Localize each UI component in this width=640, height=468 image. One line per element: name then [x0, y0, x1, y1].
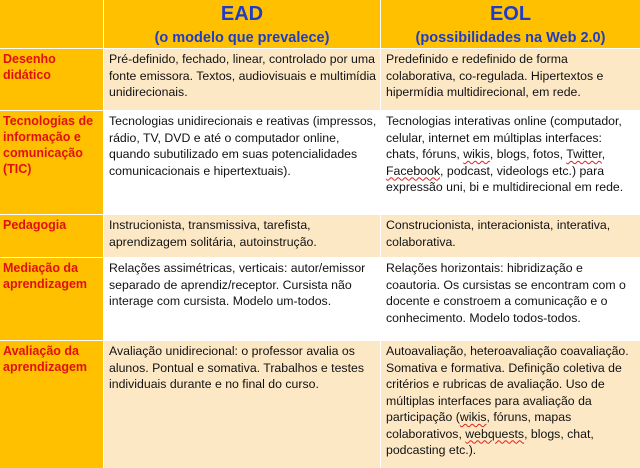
row-label-desenho	[0, 49, 103, 110]
header-eol	[381, 0, 640, 48]
text-segment: , blogs, chat, podcasting etc.).	[386, 426, 594, 457]
row-label-text: Mediação da aprendizagem	[3, 261, 88, 291]
header-ead-title: EAD	[220, 3, 264, 25]
cell-desenho-eol: Predefinido e redefinido de forma colaborativa, co-regulada. Hipertextos e hipermídia multidirecional, em rede.	[381, 49, 640, 110]
header-eol-subtitle: (possibilidades na Web 2.0)	[415, 30, 606, 46]
header-ead-subtitle: (o modelo que prevalece)	[154, 30, 330, 46]
text-segment: Autoavaliação, heteroavaliação coavaliação. Somativa e formativa. Definição coletiva de critérios e rubricas de avaliação. Uso de múltiplas interfaces para avaliação da participação (	[386, 344, 629, 424]
header-corner	[0, 0, 103, 48]
twitter-word: Twitter	[566, 147, 602, 161]
wikis-word: wikis	[459, 410, 487, 424]
row-label-text: Avaliação da aprendizagem	[3, 344, 88, 374]
cell-avaliacao-eol	[381, 341, 640, 468]
row-label-pedagogia	[0, 215, 103, 257]
cell-mediacao-eol: Relações horizontais: hibridização e coautoria. Os cursistas se encontram com o docente e constroem a comunicação e o conhecimento. Modelo todos-todos.	[381, 258, 640, 340]
row-label-text: Pedagogia	[3, 218, 67, 232]
row-label-text: Desenho didático	[3, 52, 56, 82]
row-label-text: Tecnologias de informação e comunicação (TIC)	[3, 114, 94, 176]
cell-pedagogia-ead: Instrucionista, transmissiva, tarefista, aprendizagem solitária, autoinstrução.	[104, 215, 380, 257]
cell-mediacao-ead: Relações assimétricas, verticais: autor/emissor separado de aprendiz/receptor. Cursista não interage com cursista. Modelo um-todos.	[104, 258, 380, 340]
webquests-word: webquests	[465, 426, 525, 441]
row-label-tic	[0, 111, 103, 214]
text-segment: Tecnologias interativas online (computador, celular, internet em múltiplas interfaces: chats, fóruns,	[386, 114, 622, 161]
wikis-word: wikis	[463, 147, 490, 161]
cell-pedagogia-eol: Construcionista, interacionista, interativa, colaborativa.	[381, 215, 640, 257]
cell-avaliacao-ead: Avaliação unidirecional: o professor avalia os alunos. Pontual e somativa. Trabalhos e testes individuais durante e no final do curso.	[104, 341, 380, 468]
cell-desenho-ead: Pré-definido, fechado, linear, controlado por uma fonte emissora. Textos, audiovisuais e multimídia unidirecionais.	[104, 49, 380, 110]
text-segment: , blogs, fotos,	[489, 147, 567, 161]
text-segment: , fóruns, mapas colaborativos,	[386, 410, 572, 441]
row-label-mediacao	[0, 258, 103, 340]
text-segment: ,	[601, 147, 606, 161]
text-segment: , podcast, videologs etc.) para expressão uni, bi e multidirecional em rede.	[386, 163, 624, 194]
facebook-word: Facebook	[386, 163, 441, 178]
header-ead	[104, 0, 380, 48]
row-label-avaliacao	[0, 341, 103, 468]
cell-tic-eol	[381, 111, 640, 214]
header-eol-title: EOL	[489, 3, 532, 25]
cell-tic-ead: Tecnologias unidirecionais e reativas (impressos, rádio, TV, DVD e até o computador online, quando subutilizado em suas potencialidades comunicacionais e hipertextuais).	[104, 111, 380, 214]
